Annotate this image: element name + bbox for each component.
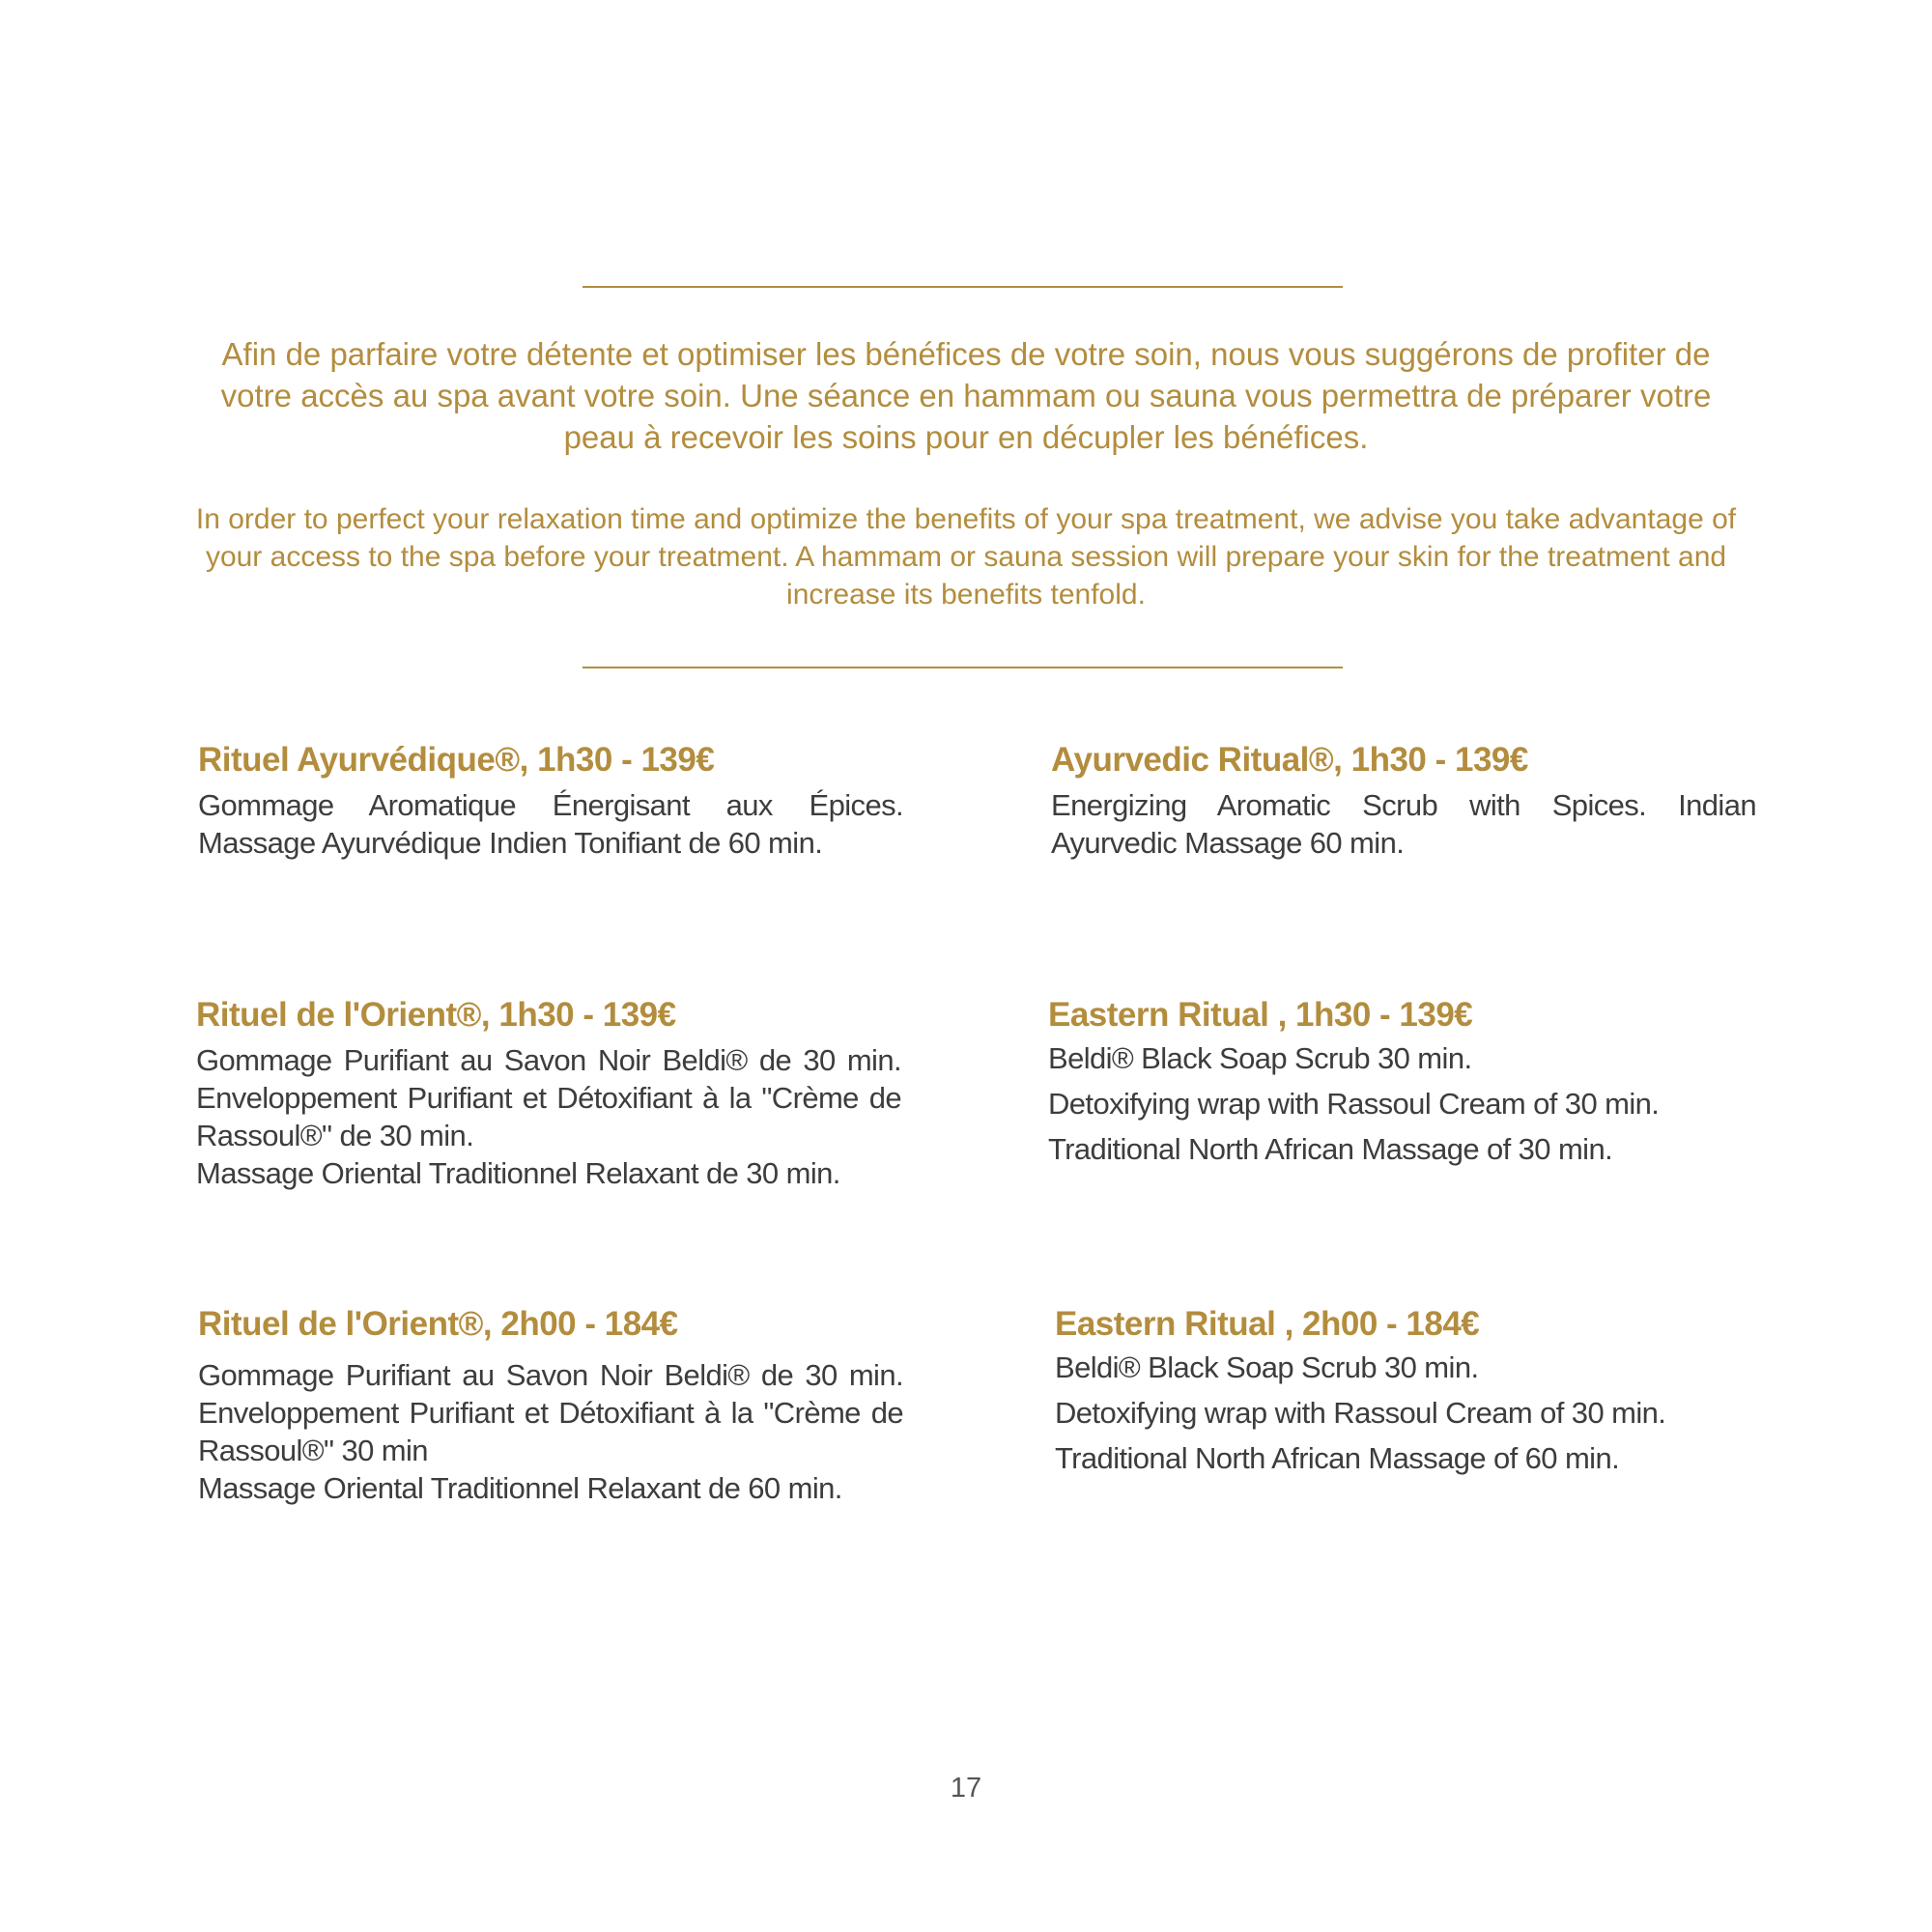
treatment-title: Eastern Ritual , 2h00 - 184€ (1055, 1305, 1480, 1343)
intro-english: In order to perfect your relaxation time and optimize the benefits of your spa treatment, we advise you take advantage of your access to the spa before your treatment. A hammam or sauna session will prepare your skin for the treatment and increase its benefits tenfold. (195, 503, 1737, 611)
treatment-line: Detoxifying wrap with Rassoul Cream of 30 min. (1048, 1087, 1660, 1121)
treatment-line: Traditional North African Massage of 30 min. (1048, 1132, 1613, 1166)
treatment-title: Rituel de l'Orient®, 2h00 - 184€ (198, 1305, 678, 1343)
treatment-title: Eastern Ritual , 1h30 - 139€ (1048, 996, 1473, 1034)
treatment-line: Beldi® Black Soap Scrub 30 min. (1055, 1350, 1479, 1384)
treatment-lines (1055, 1345, 1760, 1481)
treatment-rituel-orient-2h00 (198, 1304, 903, 1507)
page-number: 17 (950, 1773, 982, 1804)
treatment-title: Rituel Ayurvédique®, 1h30 - 139€ (198, 741, 715, 779)
treatment-rituel-orient-1h30 (196, 995, 901, 1192)
treatment-title: Ayurvedic Ritual®, 1h30 - 139€ (1051, 741, 1528, 779)
treatment-rituel-ayurvedique (198, 740, 903, 862)
treatment-lines (1048, 1036, 1753, 1172)
divider-top (582, 286, 1343, 288)
treatment-title: Rituel de l'Orient®, 1h30 - 139€ (196, 996, 676, 1034)
treatment-description: Gommage Aromatique Énergisant aux Épices. Massage Ayurvédique Indien Tonifiant de 60 min. (198, 788, 903, 860)
treatment-eastern-ritual-1h30 (1048, 995, 1753, 1172)
treatment-description-last: Massage Oriental Traditionnel Relaxant de 60 min. (198, 1471, 842, 1505)
treatment-description: Gommage Purifiant au Savon Noir Beldi® de 30 min. Enveloppement Purifiant et Détoxifiant à la "Crème de Rassoul®" 30 min (198, 1358, 903, 1467)
treatment-line: Beldi® Black Soap Scrub 30 min. (1048, 1041, 1472, 1075)
treatment-line: Traditional North African Massage of 60 min. (1055, 1441, 1620, 1475)
treatment-ayurvedic-ritual (1051, 740, 1756, 862)
treatment-description-last: Massage Oriental Traditionnel Relaxant de 30 min. (196, 1156, 840, 1190)
divider-bottom (582, 667, 1343, 668)
treatment-line: Detoxifying wrap with Rassoul Cream of 30 min. (1055, 1396, 1666, 1430)
treatment-description: Energizing Aromatic Scrub with Spices. Indian Ayurvedic Massage 60 min. (1051, 788, 1756, 860)
treatment-eastern-ritual-2h00 (1055, 1304, 1760, 1481)
intro-french: Afin de parfaire votre détente et optimiser les bénéfices de votre soin, nous vous suggérons de profiter de votre accès au spa avant votre soin. Une séance en hammam ou sauna vous permettra de préparer votre peau à recevoir les soins pour en décupler les bénéfices. (220, 336, 1712, 455)
treatment-description: Gommage Purifiant au Savon Noir Beldi® de 30 min. Enveloppement Purifiant et Détoxifiant à la "Crème de Rassoul®" de 30 min. (196, 1043, 901, 1152)
